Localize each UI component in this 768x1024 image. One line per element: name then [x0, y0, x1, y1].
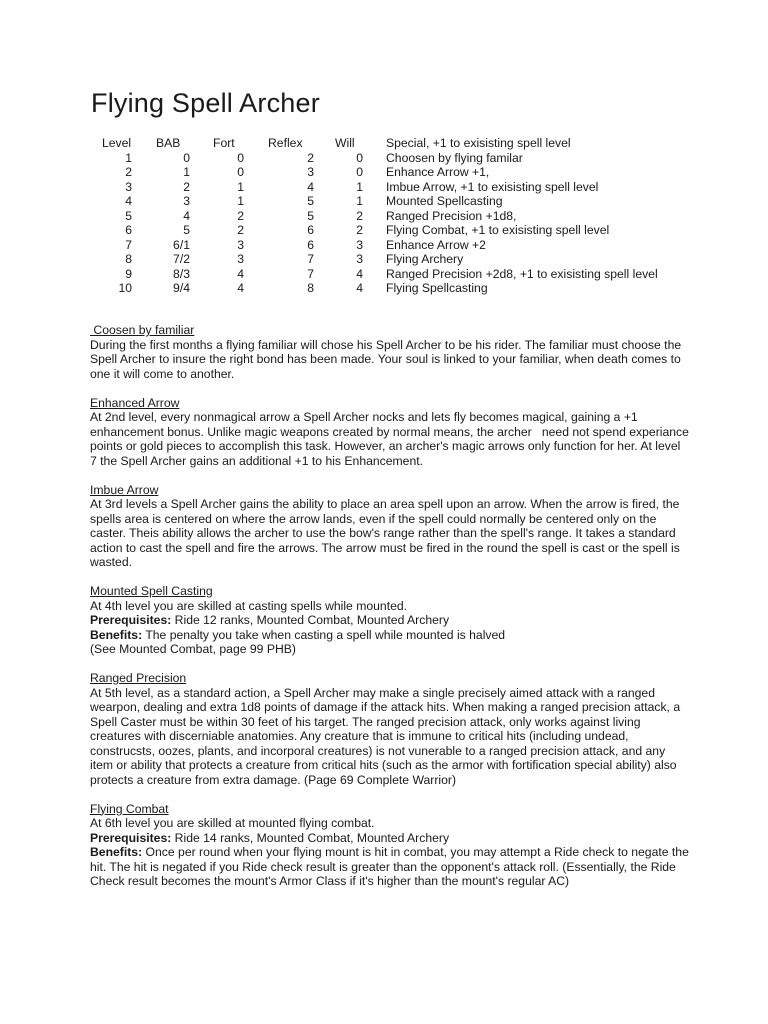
- header-bab: BAB: [156, 136, 181, 150]
- cell-will: 1: [356, 194, 363, 208]
- cell-reflex: 6: [307, 223, 314, 237]
- cell-fort: 0: [237, 150, 244, 165]
- cell-will: 0: [356, 150, 363, 165]
- cell-reflex: 7: [307, 252, 314, 266]
- cell-level: 6: [125, 223, 132, 237]
- cell-will: 2: [356, 223, 363, 237]
- cell-will: 0: [356, 165, 363, 179]
- prerequisites-label: Prerequisites:: [90, 613, 172, 627]
- section-ranged-precision: [90, 671, 690, 787]
- table-body: [0, 151, 768, 296]
- cell-level: 2: [125, 165, 132, 179]
- level-table: [0, 136, 768, 296]
- cell-reflex: 7: [307, 266, 314, 281]
- cell-reflex: 5: [307, 208, 314, 223]
- cell-level: 5: [125, 208, 132, 223]
- section-coosen-by-familiar: [90, 323, 690, 381]
- cell-special: Flying Combat, +1 to exisisting spell level: [386, 223, 610, 237]
- cell-special: Mounted Spellcasting: [386, 194, 503, 208]
- section-text: During the first months a flying familiar will chose his Spell Archer to be his rider. The familiar must choose the Spell Archer to insure the right bond has been made. Your soul is linked to your familiar, when death comes to one it will come to another.: [90, 337, 682, 381]
- cell-special: Flying Archery: [386, 252, 464, 266]
- cell-fort: 3: [237, 252, 244, 266]
- cell-fort: 4: [237, 281, 244, 295]
- table-row: [0, 151, 768, 166]
- cell-bab: 5: [183, 223, 190, 237]
- cell-level: 4: [125, 194, 132, 208]
- section-enhanced-arrow: [90, 395, 693, 469]
- cell-reflex: 2: [307, 150, 314, 165]
- section-flying-combat: [90, 802, 690, 889]
- cell-special: Enhance Arrow +1,: [386, 165, 490, 179]
- cell-bab: 9/4: [173, 281, 190, 295]
- cell-will: 1: [356, 179, 363, 194]
- prerequisites-label: Prerequisites:: [90, 830, 172, 845]
- cell-level: 7: [125, 237, 132, 252]
- benefits-line: [90, 628, 690, 643]
- cell-bab: 2: [183, 179, 190, 194]
- table-row: [0, 238, 768, 253]
- table-row: [0, 209, 768, 224]
- cell-reflex: 4: [307, 179, 314, 194]
- table-row: [0, 267, 768, 282]
- cell-level: 9: [125, 266, 132, 281]
- cell-will: 2: [356, 208, 363, 223]
- prerequisites-text: Ride 14 ranks, Mounted Combat, Mounted Archery: [171, 830, 450, 845]
- table-row: [0, 223, 768, 238]
- cell-fort: 1: [237, 194, 244, 208]
- cell-bab: 8/3: [173, 266, 190, 281]
- cell-reflex: 3: [307, 165, 314, 179]
- section-title: Flying Combat: [90, 801, 169, 816]
- table-row: [0, 180, 768, 195]
- section-text: At 3rd levels a Spell Archer gains the ability to place an area spell upon an arrow. When the arrow is fired, the spells area is centered on where the arrow lands, even if the spell could normally be centered only on the caster. Theis ability allows the archer to use the bow's range rather than the spell's range. It takes a standard action to cast the spell and fire the arrows. The arrow must be fired in the round the spell is cast or the spell is wasted.: [90, 497, 680, 569]
- section-note: (See Mounted Combat, page 99 PHB): [90, 642, 296, 656]
- cell-level: 3: [125, 179, 132, 194]
- section-title: Imbue Arrow: [90, 482, 159, 497]
- cell-level: 8: [125, 252, 132, 266]
- table-row: [0, 281, 768, 296]
- prerequisites-text: Ride 12 ranks, Mounted Combat, Mounted Archery: [171, 613, 450, 627]
- cell-bab: 0: [183, 150, 190, 165]
- cell-special: Ranged Precision +1d8,: [386, 208, 517, 223]
- cell-fort: 3: [237, 237, 244, 252]
- prerequisites-line: [90, 831, 690, 846]
- benefits-label: Benefits:: [90, 627, 143, 642]
- table-header-row: [0, 136, 768, 151]
- header-level: Level: [102, 136, 132, 150]
- table-row: [0, 165, 768, 180]
- prerequisites-line: [90, 613, 690, 628]
- cell-will: 4: [356, 266, 363, 281]
- table-row: [0, 194, 768, 209]
- benefits-line: [90, 845, 690, 889]
- cell-reflex: 8: [307, 281, 314, 295]
- cell-reflex: 5: [307, 194, 314, 208]
- cell-bab: 1: [183, 165, 190, 179]
- cell-special: Enhance Arrow +2: [386, 237, 486, 252]
- section-mounted-spell-casting: [90, 584, 690, 657]
- section-intro: At 6th level you are skilled at mounted flying combat.: [90, 816, 375, 830]
- cell-level: 10: [118, 281, 132, 295]
- cell-fort: 4: [237, 266, 244, 281]
- cell-will: 3: [356, 237, 363, 252]
- cell-bab: 6/1: [173, 237, 190, 252]
- cell-bab: 7/2: [173, 252, 190, 266]
- document-body: [90, 323, 693, 903]
- header-fort: Fort: [213, 136, 235, 150]
- cell-fort: 0: [237, 165, 244, 179]
- cell-special: Ranged Precision +2d8, +1 to exisisting spell level: [386, 266, 658, 281]
- section-text: At 5th level, as a standard action, a Spell Archer may make a single precisely aimed attack with a ranged wearpon, dealing and extra 1d8 points of damage if the attack hits. When making a ranged precision attack, a Spell Caster must be within 30 feet of his target. The ranged precision attack, only works against living creatures with discerniable anatomies. Any creature that is immune to critical hits (including undead, construcsts, oozes, plants, and incorporal creatures) is not vunerable to a ranged precision attack, and any item or ability that protects a creature from critical hits (such as the armor with fortification special ability) also protects a creature from extra damage. (Page 69 Complete Warrior): [90, 685, 681, 787]
- header-reflex: Reflex: [268, 136, 303, 150]
- cell-bab: 3: [183, 194, 190, 208]
- cell-fort: 2: [237, 208, 244, 223]
- cell-special: Choosen by flying familar: [386, 150, 523, 165]
- cell-reflex: 6: [307, 237, 314, 252]
- section-title: Mounted Spell Casting: [90, 584, 213, 598]
- cell-will: 4: [356, 281, 363, 295]
- section-title: Enhanced Arrow: [90, 395, 180, 410]
- cell-bab: 4: [183, 208, 190, 223]
- cell-special: Flying Spellcasting: [386, 281, 488, 295]
- cell-fort: 2: [237, 223, 244, 237]
- section-title: Ranged Precision: [90, 671, 187, 685]
- section-text: At 2nd level, every nonmagical arrow a Spell Archer nocks and lets fly becomes magical, gaining a +1 enhancement bonus. Unlike magic weapons created by normal means, the archer need not spend experiance points or gold pieces to accomplish this task. However, an archer's magic arrows only function for her. At level 7 the Spell Archer gains an additional +1 to his Enhancement.: [90, 410, 693, 468]
- benefits-label: Benefits:: [90, 845, 143, 859]
- header-will: Will: [335, 136, 355, 150]
- cell-level: 1: [125, 150, 132, 165]
- section-imbue-arrow: [90, 483, 690, 570]
- cell-special: Imbue Arrow, +1 to exisisting spell level: [386, 179, 599, 194]
- cell-will: 3: [356, 252, 363, 266]
- header-special: Special, +1 to exisisting spell level: [386, 136, 571, 150]
- section-intro: At 4th level you are skilled at casting spells while mounted.: [90, 598, 408, 613]
- cell-fort: 1: [237, 179, 244, 194]
- page-title: Flying Spell Archer: [91, 88, 320, 118]
- benefits-text: Once per round when your flying mount is hit in combat, you may attempt a Ride check to negate the hit. The hit is negated if you Ride check result is greater than the opponent's attack roll. (Essentially, the Ride Check result becomes the mount's Armor Class if it's higher than the mount's regular AC): [90, 845, 689, 888]
- benefits-text: The penalty you take when casting a spell while mounted is halved: [142, 627, 506, 642]
- table-row: [0, 252, 768, 267]
- section-title: Coosen by familiar: [90, 323, 195, 337]
